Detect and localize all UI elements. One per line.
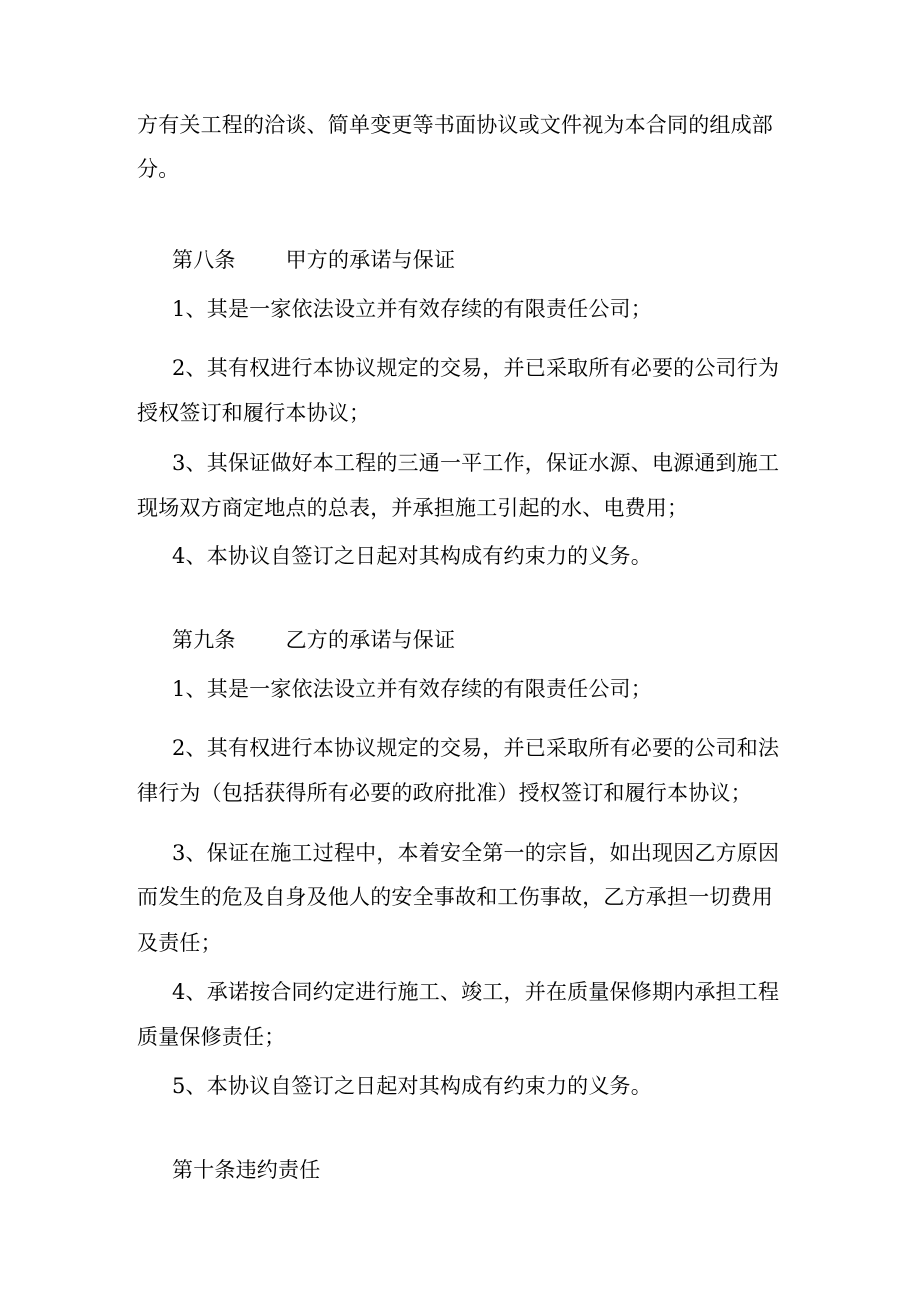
article-9-item-2-line-1: 2、其有权进行本协议规定的交易，并已采取所有必要的公司和法 <box>172 736 780 760</box>
article-9-item-4-line-2: 质量保修责任； <box>137 1025 286 1049</box>
article-8-item-2-line-1: 2、其有权进行本协议规定的交易，并已采取所有必要的公司行为 <box>172 356 780 380</box>
article-8-heading <box>172 245 455 275</box>
article-9-item-3-line-2: 而发生的危及自身及他人的安全事故和工伤事故，乙方承担一切费用 <box>137 885 773 909</box>
article-8-item-3-line-1: 3、其保证做好本工程的三通一平工作，保证水源、电源通到施工 <box>172 451 780 475</box>
article-8-item-2-line-2: 授权签订和履行本协议； <box>137 401 371 425</box>
article-9-number: 第九条 <box>172 628 236 652</box>
intro-line-2: 分。 <box>137 157 180 181</box>
article-8-title: 甲方的承诺与保证 <box>285 248 456 272</box>
article-9-item-3-line-3: 及责任； <box>137 931 222 955</box>
article-8-item-4: 4、本协议自签订之日起对其构成有约束力的义务。 <box>172 544 652 568</box>
article-9-item-5: 5、本协议自签订之日起对其构成有约束力的义务。 <box>172 1074 652 1098</box>
article-10-heading: 第十条违约责任 <box>172 1158 321 1182</box>
article-9-item-4-line-1: 4、承诺按合同约定进行施工、竣工，并在质量保修期内承担工程 <box>172 980 780 1004</box>
article-9-item-1: 1、其是一家依法设立并有效存续的有限责任公司； <box>172 677 652 701</box>
article-9-item-2-line-2: 律行为（包括获得所有必要的政府批准）授权签订和履行本协议； <box>137 781 752 805</box>
article-9-item-3-line-1: 3、保证在施工过程中，本着安全第一的宗旨，如出现因乙方原因 <box>172 841 780 865</box>
article-8-item-3-line-2: 现场双方商定地点的总表，并承担施工引起的水、电费用； <box>137 496 689 520</box>
intro-line-1: 方有关工程的洽谈、简单变更等书面协议或文件视为本合同的组成部 <box>137 113 773 137</box>
article-9-title: 乙方的承诺与保证 <box>285 628 456 652</box>
article-8-item-1: 1、其是一家依法设立并有效存续的有限责任公司； <box>172 297 652 321</box>
article-9-heading <box>172 625 455 655</box>
article-8-number: 第八条 <box>172 248 236 272</box>
